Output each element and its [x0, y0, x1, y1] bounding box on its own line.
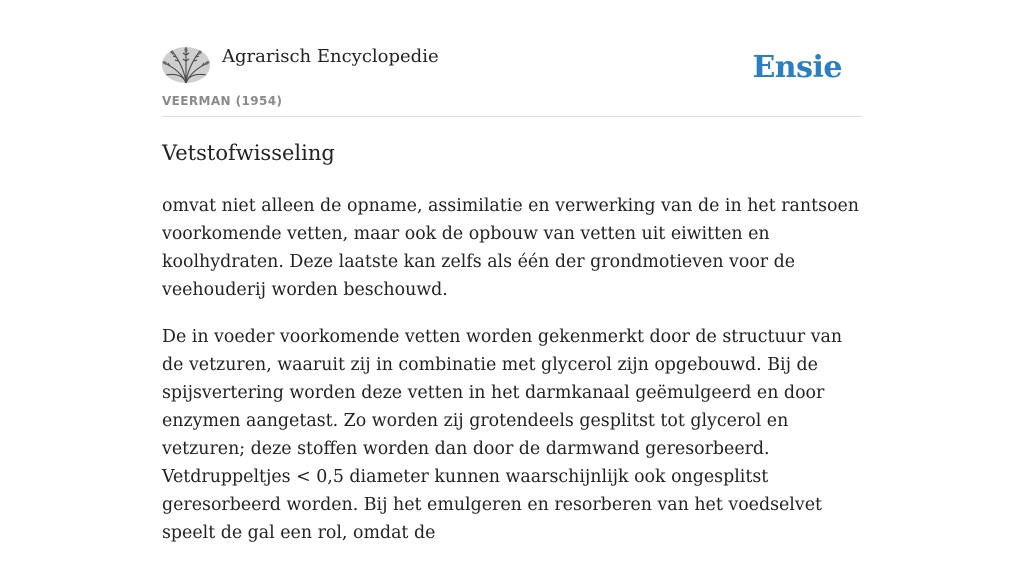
paragraph: De in voeder voorkomende vetten worden gekenmerkt door de structuur van de vetzuren, waaruit zij in combinatie met glycerol zijn opgebouwd. Bij de spijsvertering worden deze vetten in het darmkanaal geëmulgeerd en door enzymen aangetast. Zo worden zij grotendeels gesplitst tot glycerol en vetzuren; deze stoffen worden dan door de darmwand geresorbeerd. Vetdruppeltjes < 0,5 diameter kunnen waarschijnlijk ook ongesplitst geresorbeerd worden. Bij het emulgeren en resorberen van het voedselvet speelt de gal een rol, omdat de: [162, 327, 843, 543]
header: [162, 0, 862, 117]
article-title: Vetstofwisseling: [162, 141, 335, 165]
paragraph: omvat niet alleen de opname, assimilatie en verwerking van de in het rantsoen voorkomende vetten, maar ook de opbouw van vetten uit eiwitten en koolhydraten. Deze laatste kan zelfs als één der grondmotieven voor de veehouderij worden beschouwd.: [162, 196, 859, 300]
wheat-logo-icon[interactable]: [162, 47, 210, 83]
encyclopedia-title[interactable]: Agrarisch Encyclopedie: [222, 46, 439, 67]
source-label: VEERMAN (1954): [162, 94, 283, 108]
page: [162, 0, 862, 543]
article-body: [162, 192, 862, 566]
ensie-brand-logo[interactable]: Ensie: [752, 50, 842, 85]
